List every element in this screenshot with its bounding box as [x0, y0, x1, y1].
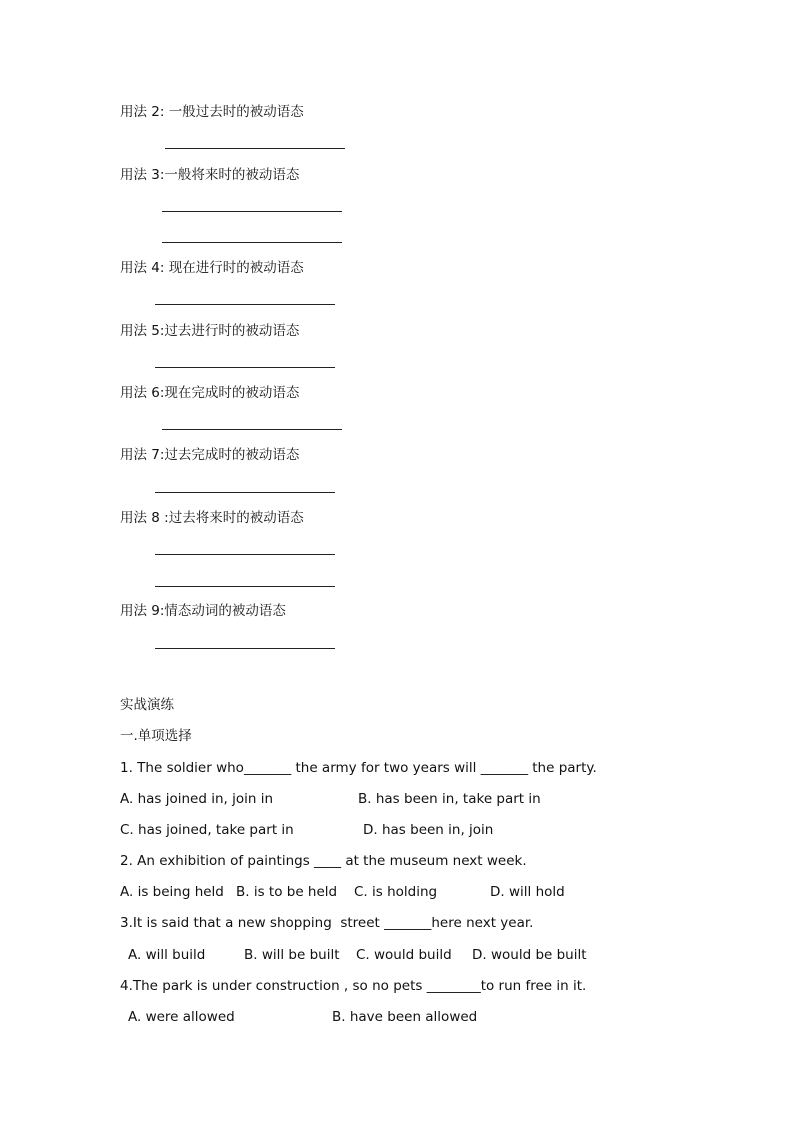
usage-8-label: 用法 8 :过去将来时的被动语态: [120, 510, 304, 526]
question-2-option-d[interactable]: D. will hold: [490, 884, 565, 900]
question-3-option-c[interactable]: C. would build: [356, 947, 452, 963]
usage-9-blank-1[interactable]: [155, 648, 335, 649]
usage-7-label: 用法 7:过去完成时的被动语态: [120, 447, 300, 463]
question-4-option-b[interactable]: B. have been allowed: [332, 1009, 478, 1025]
usage-9-label: 用法 9:情态动词的被动语态: [120, 603, 286, 619]
question-4-option-a[interactable]: A. were allowed: [128, 1009, 235, 1025]
question-1-option-b[interactable]: B. has been in, take part in: [358, 791, 541, 807]
usage-6-blank-1[interactable]: [162, 429, 342, 430]
usage-7-blank-1[interactable]: [155, 492, 335, 493]
usage-5-label: 用法 5:过去进行时的被动语态: [120, 323, 300, 339]
question-2-option-c[interactable]: C. is holding: [354, 884, 438, 900]
usage-4-label: 用法 4: 现在进行时的被动语态: [120, 260, 304, 276]
usage-8-blank-2[interactable]: [155, 586, 335, 587]
question-3-stem: 3.It is said that a new shopping street _______here next year.: [120, 915, 534, 931]
usage-2-label: 用法 2: 一般过去时的被动语态: [120, 104, 304, 120]
question-3-option-b[interactable]: B. will be built: [244, 947, 340, 963]
usage-3-blank-1[interactable]: [162, 211, 342, 212]
practice-heading: 实战演练: [120, 697, 174, 713]
usage-3-blank-2[interactable]: [162, 242, 342, 243]
question-2-option-b[interactable]: B. is to be held: [236, 884, 338, 900]
question-1-stem: 1. The soldier who_______ the army for two years will _______ the party.: [120, 760, 597, 776]
question-2-option-a[interactable]: A. is being held: [120, 884, 224, 900]
usage-6-label: 用法 6:现在完成时的被动语态: [120, 385, 300, 401]
section-title: 一.单项选择: [120, 728, 192, 744]
question-3-option-a[interactable]: A. will build: [128, 947, 206, 963]
question-4-stem: 4.The park is under construction , so no pets ________to run free in it.: [120, 978, 587, 994]
question-1-option-d[interactable]: D. has been in, join: [363, 822, 494, 838]
usage-5-blank-1[interactable]: [155, 367, 335, 368]
question-1-option-a[interactable]: A. has joined in, join in: [120, 791, 274, 807]
question-2-stem: 2. An exhibition of paintings ____ at the museum next week.: [120, 853, 527, 869]
usage-3-label: 用法 3:一般将来时的被动语态: [120, 167, 300, 183]
question-3-option-d[interactable]: D. would be built: [472, 947, 587, 963]
question-1-option-c[interactable]: C. has joined, take part in: [120, 822, 294, 838]
usage-8-blank-1[interactable]: [155, 554, 335, 555]
usage-2-blank-1[interactable]: [165, 148, 345, 149]
usage-4-blank-1[interactable]: [155, 304, 335, 305]
